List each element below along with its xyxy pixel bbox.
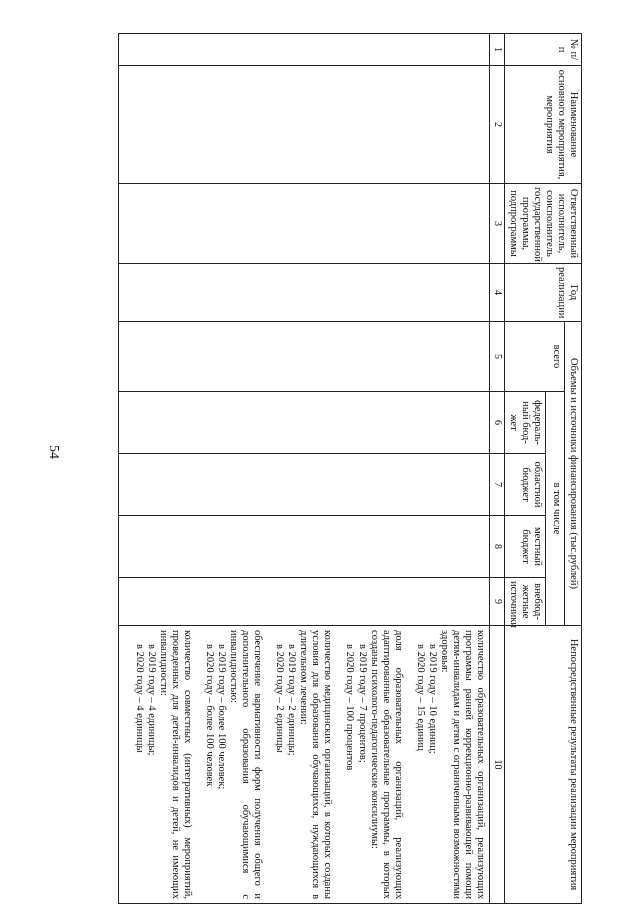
result-value: в 2020 году – 100 процентов <box>344 644 356 771</box>
result-value: в 2020 году – более 100 человек <box>203 644 215 787</box>
header-including: в том числе <box>545 392 564 626</box>
result-text: доля образовательных организаций, реализующих адаптированные образовательные программы, в которых созданы психолого-педагогические консилиумы: <box>368 630 404 900</box>
result-value: в 2020 году – 2 единицы <box>274 644 286 753</box>
cell-year <box>119 264 490 322</box>
result-text: количество медицинских организаций, в которых созданы условия для образования обучающихся, нуждающихся в длительном лечении: <box>298 630 334 900</box>
column-number: 2 <box>490 66 505 184</box>
column-number: 1 <box>490 34 505 66</box>
result-item <box>203 630 263 899</box>
column-number: 5 <box>490 322 505 392</box>
table-row <box>119 34 490 904</box>
result-value: в 2019 году – 2 единицы; <box>286 644 298 756</box>
header-extra: внебюд-жетные источники <box>504 578 545 626</box>
header-total: всего <box>504 322 564 392</box>
header-funding: Объемы и источники финансирования (тыс.рублей) <box>564 322 581 626</box>
program-table <box>119 33 583 904</box>
cell-regional <box>119 454 490 516</box>
header-federal: федераль-ный бюд-жет <box>504 392 545 454</box>
table-sheet <box>82 33 582 903</box>
column-number: 10 <box>490 626 505 904</box>
result-value: в 2020 году – 4 единицы <box>133 644 145 753</box>
column-number: 9 <box>490 578 505 626</box>
header-results: Непосредственные результаты реализации мероприятия <box>504 626 581 904</box>
header-regional: областной бюджет <box>504 454 545 516</box>
result-value: в 2019 году – 4 единицы; <box>145 644 157 756</box>
cell-federal <box>119 392 490 454</box>
header-num: № п/п <box>504 34 581 66</box>
result-value: в 2019 году – 7 процентов; <box>356 644 368 763</box>
result-item <box>343 630 403 899</box>
column-number: 6 <box>490 392 505 454</box>
result-item <box>414 630 486 899</box>
cell-results <box>119 626 490 904</box>
result-item <box>133 630 193 899</box>
result-item <box>273 630 333 899</box>
result-value: в 2020 году – 15 единиц <box>414 644 426 751</box>
result-value: в 2019 году – 10 единиц; <box>426 644 438 754</box>
cell-executor <box>119 184 490 264</box>
result-text: количество образовательных организаций, реализующих программы ранней коррекционно-развивающей помощи детям-инвалидам и детям с ограниченными возможностями здоровья: <box>438 630 487 900</box>
page-number: 54 <box>46 445 61 459</box>
result-value: в 2019 году – более 100 человек; <box>215 644 227 790</box>
result-text: количество совместных (интегративных) мероприятий, проведенных для детей-инвалидов и детей, не имеющих инвалидности: <box>157 630 193 900</box>
cell-total <box>119 322 490 392</box>
column-number-row <box>490 34 505 904</box>
header-executor: Ответственный исполнитель, соисполнитель государственной программы, подпрограммы <box>504 184 581 264</box>
table-header <box>490 34 582 904</box>
column-number: 7 <box>490 454 505 516</box>
cell-name <box>119 66 490 184</box>
cell-extra <box>119 578 490 626</box>
column-number: 3 <box>490 184 505 264</box>
cell-local <box>119 516 490 578</box>
column-number: 8 <box>490 516 505 578</box>
header-local: местный бюджет <box>504 516 545 578</box>
cell-num <box>119 34 490 66</box>
header-name: Наименование основного мероприятия, мероприятия <box>504 66 581 184</box>
result-text: обеспечение вариативности форм получения общего и дополнительного образования обучающимися с инвалидностью: <box>228 630 264 900</box>
header-year: Год реализации <box>504 264 581 322</box>
column-number: 4 <box>490 264 505 322</box>
